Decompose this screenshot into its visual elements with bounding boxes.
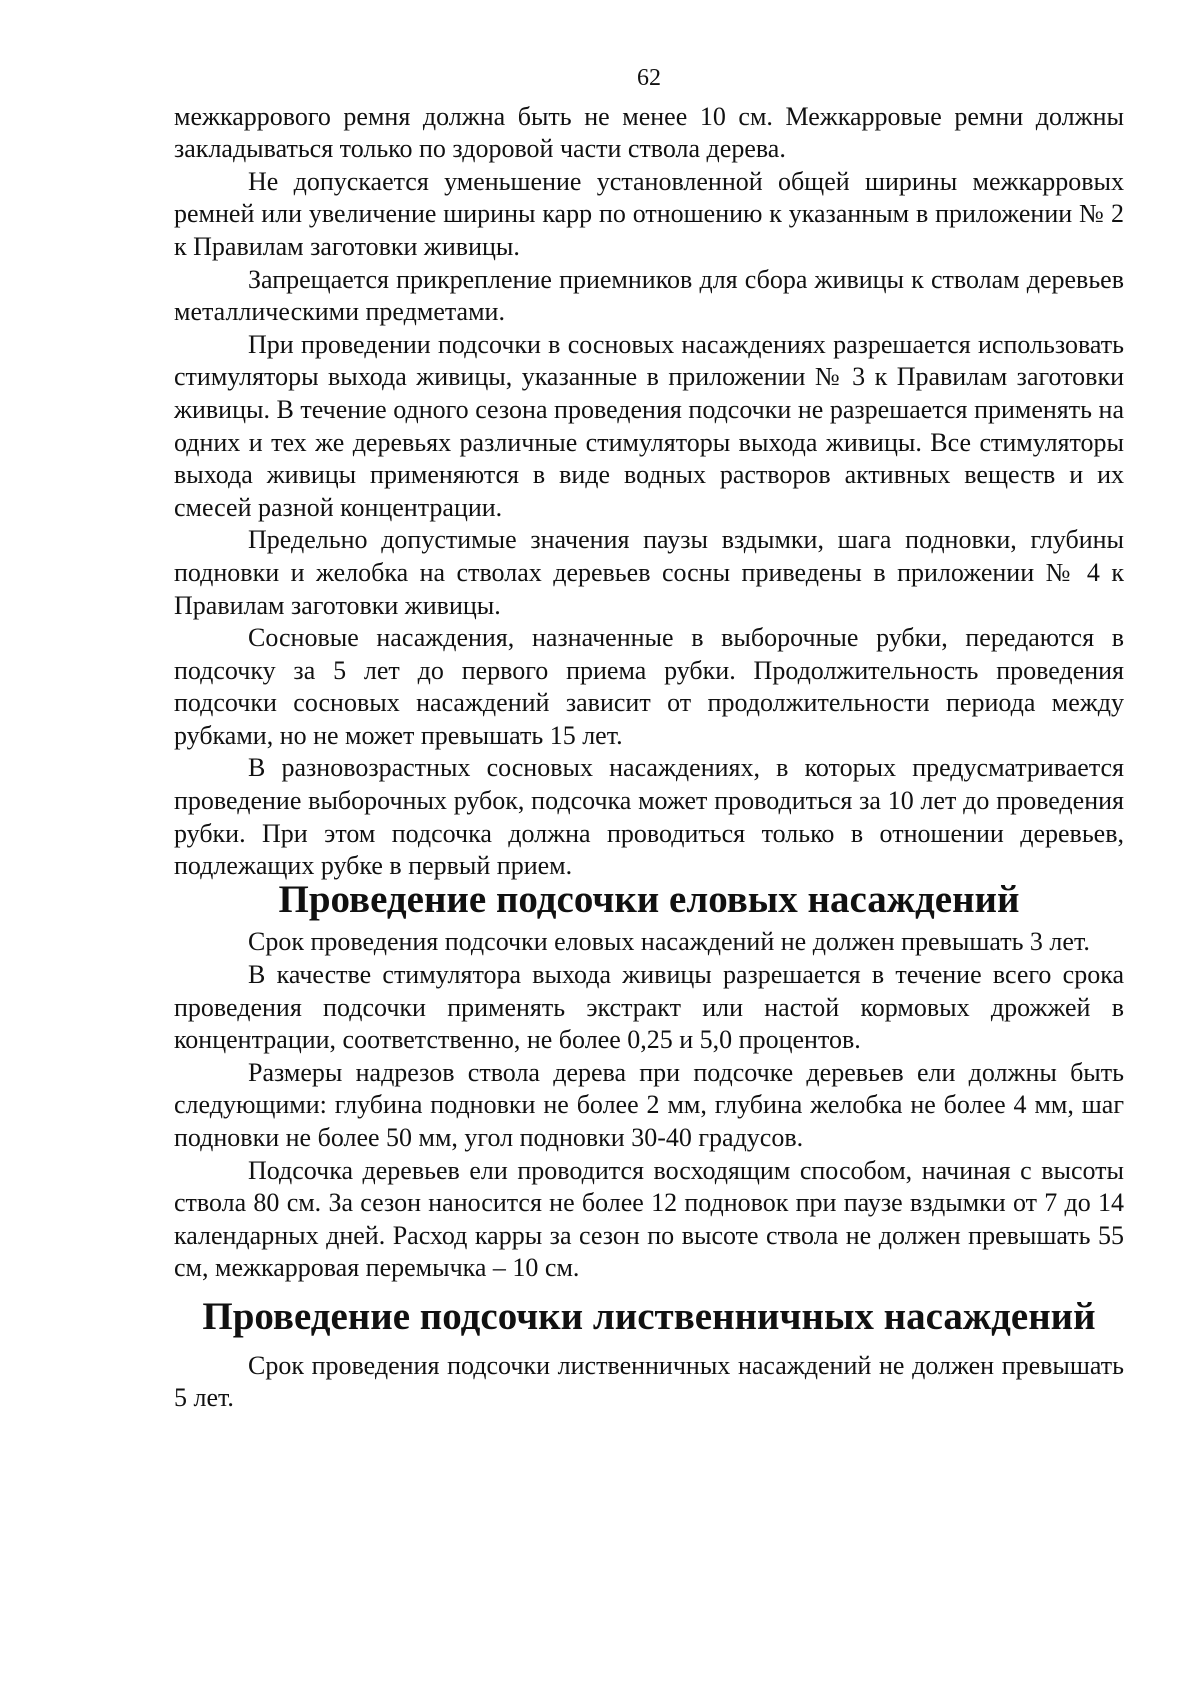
paragraph: Не допускается уменьшение установленной общей ширины межкарровых ремней или увеличение ширины карр по отношению к указанным в приложении № 2 к Правилам заготовки живицы. bbox=[174, 166, 1124, 261]
paragraph: межкаррового ремня должна быть не менее 10 см. Межкарровые ремни должны закладываться только по здоровой части ствола дерева. bbox=[174, 101, 1124, 164]
section-heading: Проведение подсочки еловых насаждений bbox=[278, 877, 1020, 921]
paragraph: Предельно допустимые значения паузы вздымки, шага подновки, глубины подновки и желобка на стволах деревьев сосны приведены в приложении № 4 к Правилам заготовки живицы. bbox=[174, 525, 1124, 620]
paragraph: Подсочка деревьев ели проводится восходящим способом, начиная с высоты ствола 80 см. За сезон наносится не более 12 подновок при паузе вздымки от 7 до 14 календарных дней. Расход карры за сезон по высоте ствола не должен превышать 55 см, межкарровая перемычка – 10 см. bbox=[174, 1155, 1124, 1283]
paragraph: Срок проведения подсочки еловых насаждений не должен превышать 3 лет. bbox=[248, 927, 1090, 957]
paragraph: Сосновые насаждения, назначенные в выборочные рубки, передаются в подсочку за 5 лет до первого приема рубки. Продолжительность проведения подсочки сосновых насаждений зависит от продолжительности периода между рубками, но не может превышать 15 лет. bbox=[174, 623, 1124, 750]
document-page bbox=[174, 62, 1124, 1415]
paragraph: В разновозрастных сосновых насаждениях, в которых предусматривается проведение выборочных рубок, подсочка может проводиться за 10 лет до проведения рубки. При этом подсочка должна проводиться только в отношении деревьев, подлежащих рубке в первый прием. bbox=[174, 753, 1124, 881]
paragraph: Запрещается прикрепление приемников для сбора живицы к стволам деревьев металлическими предметами. bbox=[174, 264, 1124, 327]
section-heading: Проведение подсочки лиственничных насаждений bbox=[202, 1294, 1096, 1338]
page-number: 62 bbox=[637, 65, 661, 91]
paragraph: Размеры надрезов ствола дерева при подсочке деревьев ели должны быть следующими: глубина подновки не более 2 мм, глубина желобка не более 4 мм, шаг подновки не более 50 мм, угол подновки 30-40 градусов. bbox=[174, 1057, 1124, 1152]
paragraph: В качестве стимулятора выхода живицы разрешается в течение всего срока проведения подсочки применять экстракт или настой кормовых дрожжей в концентрации, соответственно, не более 0,25 и 5,0 процентов. bbox=[174, 960, 1124, 1055]
paragraph: Срок проведения подсочки лиственничных насаждений не должен превышать 5 лет. bbox=[174, 1350, 1124, 1413]
paragraph: При проведении подсочки в сосновых насаждениях разрешается использовать стимуляторы выхода живицы, указанные в приложении № 3 к Правилам заготовки живицы. В течение одного сезона проведения подсочки не разрешается применять на одних и тех же деревьях различные стимуляторы выхода живицы. Все стимуляторы выхода живицы применяются в виде водных растворов активных веществ и их смесей разной концентрации. bbox=[174, 329, 1124, 522]
